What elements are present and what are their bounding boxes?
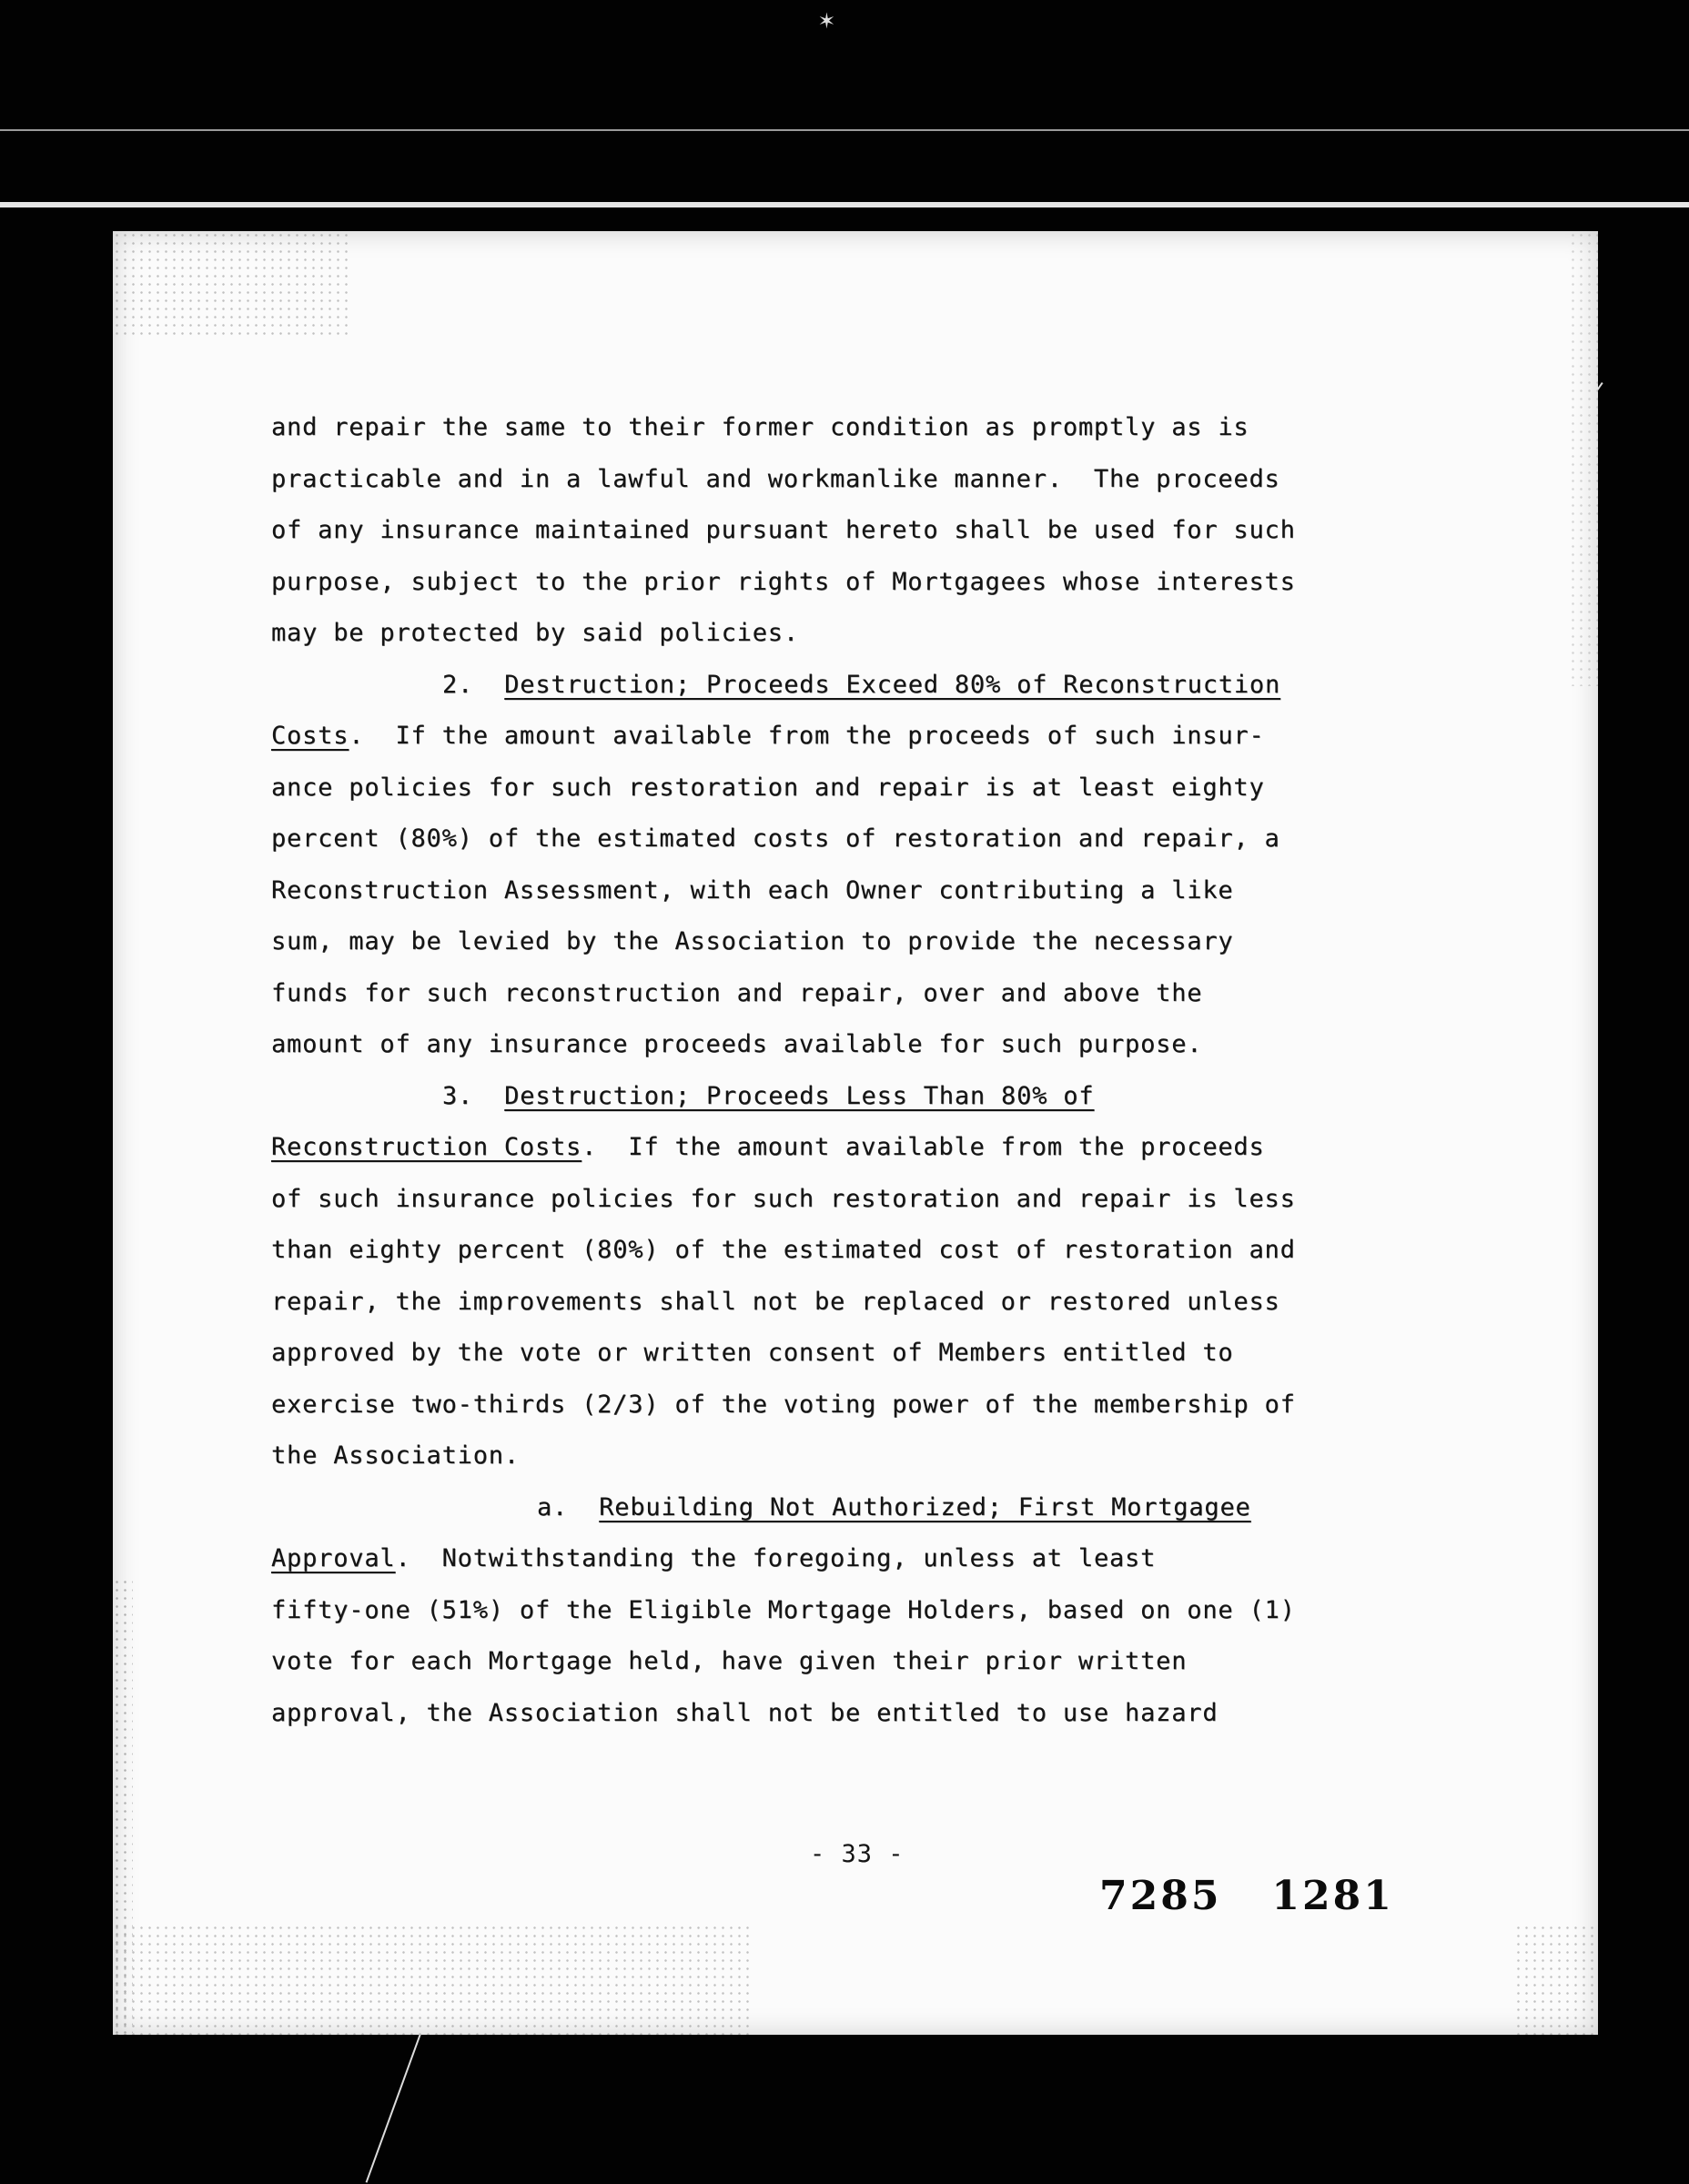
scan-noise bbox=[113, 1924, 750, 2035]
section-heading: Destruction; Proceeds Exceed 80% of Reconstruction bbox=[504, 670, 1281, 699]
text-line: repair, the improvements shall not be replaced or restored unless bbox=[271, 1287, 1280, 1316]
text-line: percent (80%) of the estimated costs of restoration and repair, a bbox=[271, 824, 1280, 853]
text-line: ance policies for such restoration and repair is at least eighty bbox=[271, 773, 1265, 802]
text-line: funds for such reconstruction and repair, over and above the bbox=[271, 978, 1203, 1007]
scan-noise bbox=[1514, 1924, 1598, 2035]
section-heading: Reconstruction Costs bbox=[271, 1133, 582, 1161]
text-line: approval, the Association shall not be entitled to use hazard bbox=[271, 1698, 1219, 1727]
scan-artifact bbox=[366, 2011, 430, 2183]
text-line: may be protected by said policies. bbox=[271, 619, 799, 647]
text-line: vote for each Mortgage held, have given their prior written bbox=[271, 1647, 1188, 1675]
text-line: of any insurance maintained pursuant hereto shall be used for such bbox=[271, 516, 1296, 544]
section-2-heading-line bbox=[271, 660, 1445, 712]
page-number: - 33 - bbox=[810, 1840, 905, 1868]
document-stamp-number: 7285 1281 bbox=[1099, 1873, 1394, 1919]
section-number: 2. bbox=[442, 670, 474, 699]
text-line: amount of any insurance proceeds available for such purpose. bbox=[271, 1030, 1203, 1058]
section-number: a. bbox=[537, 1492, 569, 1522]
document-body bbox=[271, 402, 1445, 1739]
text-line: Reconstruction Assessment, with each Owner contributing a like bbox=[271, 875, 1234, 905]
section-3-heading-line bbox=[271, 1071, 1445, 1123]
section-heading: Destruction; Proceeds Less Than 80% of bbox=[504, 1081, 1095, 1110]
text-line: approved by the vote or written consent of Members entitled to bbox=[271, 1339, 1234, 1367]
text-line: of such insurance policies for such restoration and repair is less bbox=[271, 1184, 1296, 1213]
section-heading: Costs bbox=[271, 722, 349, 750]
text-line: and repair the same to their former condition as promptly as is bbox=[271, 413, 1249, 441]
text-fragment: . If the amount available from the proceeds bbox=[582, 1133, 1265, 1161]
scan-rule bbox=[0, 129, 1689, 131]
section-heading: Approval bbox=[271, 1544, 396, 1572]
text-fragment: . If the amount available from the proceeds of such insur- bbox=[349, 722, 1265, 750]
scan-rule bbox=[0, 202, 1689, 207]
scan-noise bbox=[113, 231, 349, 340]
text-line: sum, may be levied by the Association to provide the necessary bbox=[271, 927, 1234, 956]
text-fragment: . Notwithstanding the foregoing, unless at least bbox=[395, 1544, 1157, 1572]
text-line: than eighty percent (80%) of the estimated cost of restoration and bbox=[271, 1236, 1296, 1264]
text-line bbox=[271, 1533, 1445, 1585]
text-line bbox=[271, 711, 1445, 763]
text-line bbox=[271, 1122, 1445, 1174]
scan-noise bbox=[1569, 231, 1598, 686]
text-line: the Association. bbox=[271, 1441, 520, 1470]
scan-artifact: ✶ bbox=[819, 5, 834, 35]
text-line: practicable and in a lawful and workmanlike manner. The proceeds bbox=[271, 464, 1280, 493]
section-heading: Rebuilding Not Authorized; First Mortgagee bbox=[599, 1492, 1251, 1522]
text-line: fifty-one (51%) of the Eligible Mortgage Holders, based on one (1) bbox=[271, 1595, 1296, 1624]
text-line: purpose, subject to the prior rights of Mortgagees whose interests bbox=[271, 567, 1296, 596]
text-line: exercise two-thirds (2/3) of the voting power of the membership of bbox=[271, 1390, 1296, 1419]
section-number: 3. bbox=[442, 1081, 474, 1110]
subsection-a-heading-line bbox=[271, 1482, 1445, 1534]
